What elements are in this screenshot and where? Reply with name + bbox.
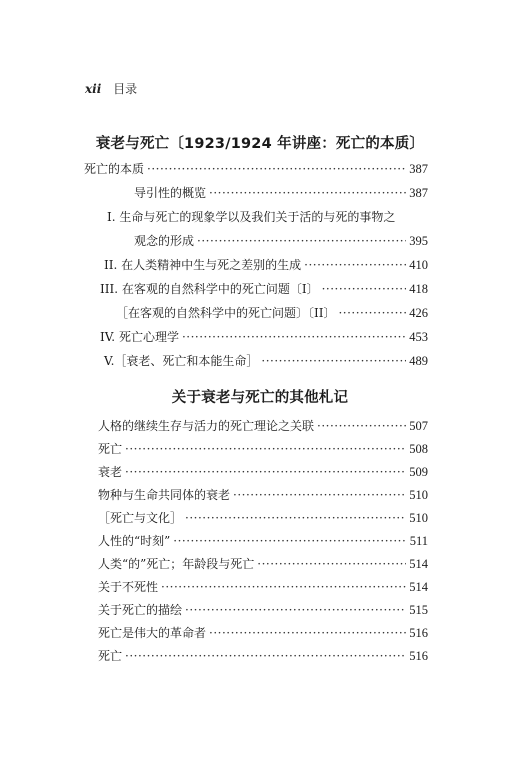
toc-entry-title: 死亡是伟大的革命者 [98,626,207,640]
toc-entry-title: IV. 死亡心理学 [100,330,179,344]
toc-entry[interactable] [100,280,428,298]
toc-entry[interactable] [98,647,428,665]
dot-leader [233,488,406,502]
toc-entry-page: 418 [409,282,428,296]
toc-entry-page: 515 [409,603,428,617]
toc-entry[interactable] [98,463,428,481]
toc-entry-title: III. 在客观的自然科学中的死亡问题〔I〕 [100,282,319,296]
toc-entry[interactable] [116,304,428,322]
toc-entry-page: 514 [409,580,428,594]
dot-leader [338,306,406,320]
toc-entry-page: 507 [409,419,428,433]
toc-entry-continuation[interactable] [134,232,428,250]
toc-entry[interactable] [134,184,428,202]
running-head-label: 目录 [113,82,138,96]
dot-leader [173,534,406,548]
running-head [85,80,137,97]
toc-entry-title: ［在客观的自然科学中的死亡问题〕〔II〕 [116,306,336,320]
toc-entry-page: 426 [409,306,428,320]
toc-entry-title: 人性的“时刻” [98,534,171,548]
dot-leader [161,580,406,594]
toc-entry-page: 508 [409,442,428,456]
dot-leader [197,234,406,248]
dot-leader [185,511,406,525]
dot-leader [209,626,406,640]
dot-leader [182,330,406,344]
toc-entry-page: 509 [409,465,428,479]
toc-entry-title: 人类“的”死亡；年龄段与死亡 [98,557,255,571]
toc-entry-page: 511 [409,534,428,548]
dot-leader [125,649,406,663]
toc-entry[interactable] [98,578,428,596]
toc-entry-title: 导引性的概览 [134,186,207,200]
section-2-heading: 关于衰老与死亡的其他札记 [171,390,349,406]
toc-entry-page: 514 [409,557,428,571]
toc-entry-page: 395 [409,234,428,248]
toc-entry[interactable] [104,352,428,370]
toc-entry-page: 510 [409,511,428,525]
toc-entry[interactable] [98,532,428,550]
page-number: xii [85,82,102,96]
toc-entry-page: 510 [409,488,428,502]
toc-entry-title: 死亡的本质 [84,162,145,176]
toc-entry[interactable] [98,509,428,527]
toc-entry-title: I. 生命与死亡的现象学以及我们关于活的与死的事物之 [107,210,396,224]
toc-entry-title: 关于死亡的描绘 [98,603,183,617]
toc-entry[interactable] [84,160,428,178]
toc-entry-title: 死亡 [98,649,123,663]
toc-entry[interactable] [107,208,428,226]
dot-leader [125,465,406,479]
toc-entry[interactable] [98,555,428,573]
dot-leader [185,603,406,617]
dot-leader [257,557,406,571]
toc-entry-title: ［死亡与文化］ [98,511,183,525]
toc-entry-title: 关于不死性 [98,580,159,594]
toc-entry-title: 人格的继续生存与活力的死亡理论之关联 [98,419,315,433]
dot-leader [317,419,406,433]
toc-entry[interactable] [100,328,428,346]
toc-entry-page: 489 [409,354,428,368]
toc-entry-page: 516 [409,626,428,640]
toc-entry-title: V.［衰老、死亡和本能生命］ [104,354,259,368]
dot-leader [322,282,407,296]
toc-entry-page: 387 [409,186,428,200]
toc-entry-title: 物种与生命共同体的衰老 [98,488,231,502]
toc-entry-page: 387 [409,162,428,176]
toc-entry-page: 410 [409,258,428,272]
dot-leader [147,162,406,176]
toc-entry[interactable] [98,624,428,642]
toc-entry-title: 死亡 [98,442,123,456]
section-1-heading: 衰老与死亡〔1923/1924 年讲座：死亡的本质〕 [95,136,425,152]
dot-leader [125,442,406,456]
toc-entry-title: 衰老 [98,465,123,479]
dot-leader [304,258,406,272]
toc-entry[interactable] [98,486,428,504]
toc-entry-page: 453 [409,330,428,344]
toc-entry[interactable] [98,440,428,458]
toc-entry-title: 观念的形成 [134,234,195,248]
toc-entry[interactable] [98,601,428,619]
toc-entry[interactable] [104,256,428,274]
dot-leader [261,354,406,368]
toc-entry-title: II. 在人类精神中生与死之差别的生成 [104,258,302,272]
toc-entry-page: 516 [409,649,428,663]
dot-leader [209,186,406,200]
toc-entry[interactable] [98,417,428,435]
